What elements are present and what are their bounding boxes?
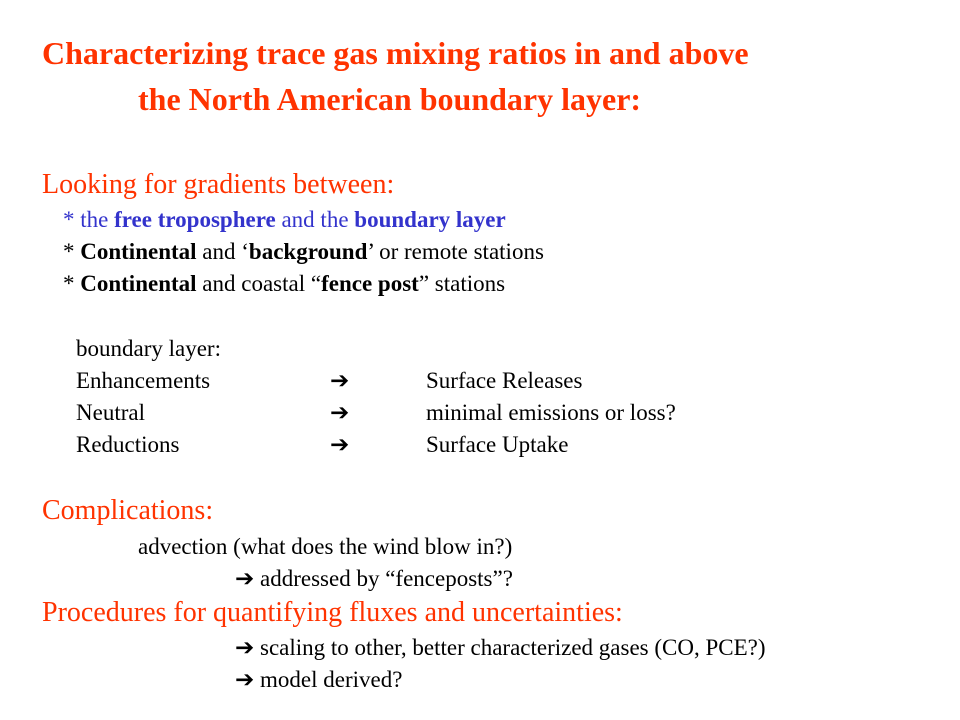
gradient-item-3-prefix: * — [63, 271, 81, 296]
gradient-item-3-suffix: ” stations — [418, 271, 506, 296]
gradient-item-2-term-1: Continental — [80, 239, 197, 264]
arrow-icon: ➔ — [330, 368, 350, 393]
gradient-item-3-term-2: fence post — [321, 271, 419, 296]
boundary-row-1-right: Surface Releases — [426, 368, 583, 393]
boundary-layer-label: boundary layer: — [76, 336, 221, 361]
complications-line-2: ➔ addressed by “fenceposts”? — [235, 566, 513, 591]
gradient-item-2 — [63, 240, 544, 263]
gradient-item-3-mid: and coastal “ — [196, 271, 322, 296]
boundary-row-2-left: Neutral — [76, 400, 145, 425]
boundary-row-3-left: Reductions — [76, 432, 180, 457]
gradient-item-1-term-2: boundary layer — [354, 207, 506, 232]
gradient-item-3 — [63, 272, 505, 295]
gradient-item-1-prefix: * the — [63, 207, 115, 232]
gradient-item-2-mid: and ‘ — [196, 239, 249, 264]
boundary-row-2-right: minimal emissions or loss? — [426, 400, 676, 425]
complications-line-1: advection (what does the wind blow in?) — [138, 534, 513, 559]
gradient-item-2-suffix: ’ or remote stations — [367, 239, 544, 264]
title-line-2: the North American boundary layer: — [138, 81, 642, 117]
boundary-row-1-left: Enhancements — [76, 368, 211, 393]
gradient-item-1-term-1: free troposphere — [114, 207, 276, 232]
gradients-heading: Looking for gradients between: — [42, 169, 395, 200]
title-line-1: Characterizing trace gas mixing ratios in and above — [42, 35, 749, 71]
gradient-item-1-mid: and the — [275, 207, 355, 232]
procedures-line-1: ➔ scaling to other, better characterized gases (CO, PCE?) — [235, 635, 766, 660]
gradient-item-1 — [63, 208, 506, 231]
arrow-icon: ➔ — [330, 400, 350, 425]
gradient-item-2-term-2: background — [248, 239, 368, 264]
boundary-row-3-right: Surface Uptake — [426, 432, 569, 457]
procedures-line-2: ➔ model derived? — [235, 667, 403, 692]
complications-heading: Complications: — [42, 495, 214, 526]
gradient-item-2-prefix: * — [63, 239, 81, 264]
arrow-icon: ➔ — [330, 432, 350, 457]
gradient-item-3-term-1: Continental — [80, 271, 197, 296]
procedures-heading: Procedures for quantifying fluxes and uncertainties: — [42, 597, 623, 628]
